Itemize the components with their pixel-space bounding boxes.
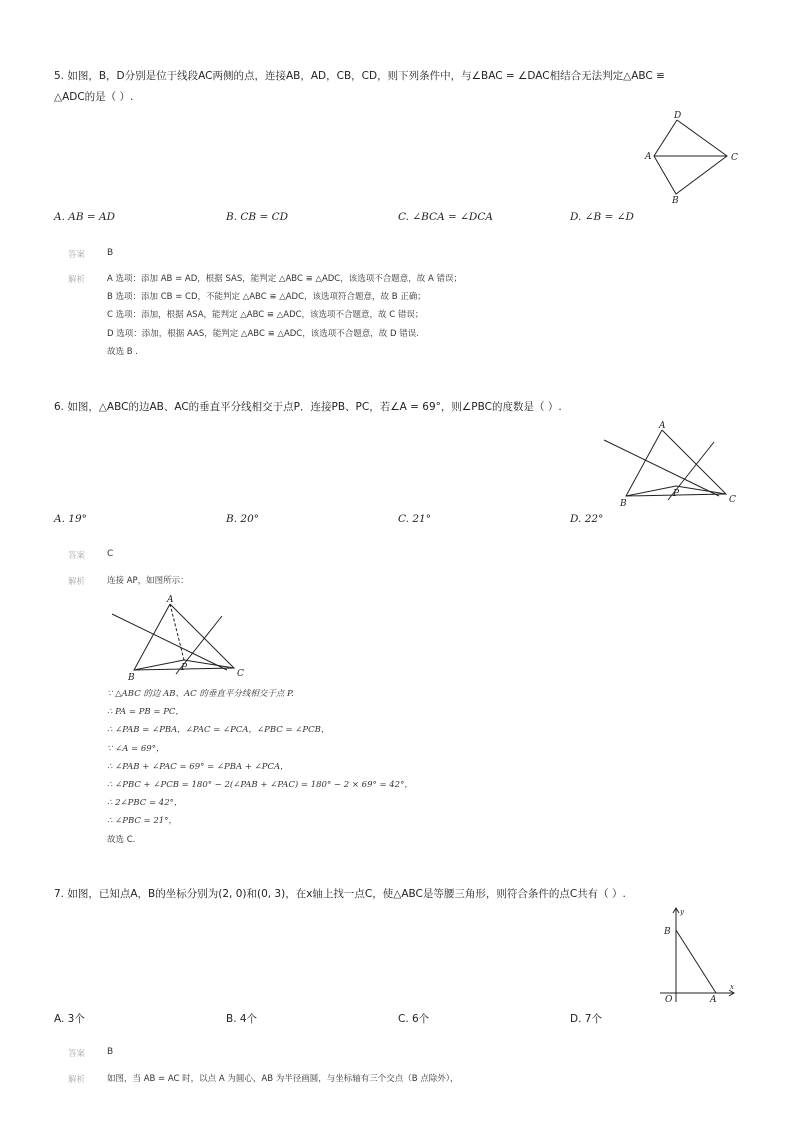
answer-label: 答案 <box>68 551 86 561</box>
option-b[interactable]: B. 20° <box>226 513 260 525</box>
question-5-figure <box>640 108 750 208</box>
label-c: C <box>729 495 736 505</box>
option-a[interactable]: A. 19° <box>54 513 87 525</box>
analysis-line: ∵ ∠A = 69°， <box>107 743 165 754</box>
option-a[interactable]: A. AB = AD <box>54 211 116 223</box>
option-c[interactable]: C. 21° <box>398 513 431 525</box>
question-5-options <box>54 211 744 227</box>
option-c[interactable]: C. ∠BCA = ∠DCA <box>398 211 493 223</box>
label-a: A <box>167 595 174 605</box>
question-6-options <box>54 513 744 529</box>
label-y: y <box>680 908 684 916</box>
analysis-line: ∴ PA = PB = PC， <box>107 707 184 718</box>
label-b: B <box>664 927 671 937</box>
analysis-line: ∴ ∠PAB = ∠PBA，∠PAC = ∠PCA，∠PBC = ∠PCB， <box>107 725 330 736</box>
perp-bisector-ab <box>604 440 719 496</box>
analysis-line: ∴ ∠PBC + ∠PCB = 180° − 2(∠PAB + ∠PAC) = 180° − 2 × 69° = 42°， <box>107 780 413 791</box>
label-p: P <box>181 663 188 673</box>
analysis-line: C 选项：添加，根据 ASA，能判定 △ABC ≌ △ADC，该选项不合题意，故 C 错误； <box>107 310 424 321</box>
analysis-line: 如图，当 AB = AC 时，以点 A 为圆心，AB 为半径画圆，与坐标轴有三个交点（B 点除外）， <box>107 1074 459 1084</box>
segment-ap-dashed <box>170 604 184 660</box>
quad-outline <box>654 120 727 194</box>
answer-value: B <box>107 248 114 258</box>
label-a: A <box>645 152 652 162</box>
question-5-stem-line1: 5. 如图，B，D分别是位于线段AC两侧的点，连接AB，AD，CB，CD，则下列条件中，与∠BAC = ∠DAC相结合无法判定△ABC ≌ <box>54 70 665 82</box>
label-b: B <box>672 196 679 206</box>
analysis-label: 解析 <box>68 275 86 285</box>
label-c: C <box>237 669 244 679</box>
option-d[interactable]: D. 7个 <box>570 1013 602 1025</box>
analysis-line: A 选项：添加 AB = AD，根据 SAS，能判定 △ABC ≌ △ADC，该选项不合题意，故 A 错误； <box>107 274 462 284</box>
question-6-stem: 6. 如图，△ABC的边AB、AC的垂直平分线相交于点P．连接PB、PC，若∠A = 69°，则∠PBC的度数是（ ）. <box>54 401 562 413</box>
analysis-line: B 选项：添加 CB = CD，不能判定 △ABC ≌ △ADC，该选项符合题意，故 B 正确； <box>107 292 426 303</box>
label-b: B <box>620 499 627 509</box>
label-o: O <box>665 995 673 1004</box>
question-7-stem: 7. 如图，已知点A，B的坐标分别为(2, 0)和(0, 3)，在x轴上找一点C，使△ABC是等腰三角形，则符合条件的点C共有（ ）. <box>54 888 626 900</box>
answer-label: 答案 <box>68 1049 86 1059</box>
option-b[interactable]: B. 4个 <box>226 1013 258 1025</box>
analysis-label: 解析 <box>68 1075 86 1085</box>
label-x: x <box>730 983 734 991</box>
question-5-analysis <box>107 270 462 361</box>
perp-bisector-ab <box>112 614 227 670</box>
label-a: A <box>710 995 717 1004</box>
question-5-stem-line2: △ADC的是（ ）. <box>54 91 134 103</box>
analysis-line: ∴ 2∠PBC = 42°， <box>107 798 183 809</box>
question-6-analysis <box>107 685 413 849</box>
question-6-figure <box>598 418 748 510</box>
segment-pb <box>134 660 184 670</box>
analysis-line: 故选 B . <box>107 346 138 357</box>
label-c: C <box>731 153 738 163</box>
question-7-analysis <box>107 1070 459 1088</box>
analysis-label: 解析 <box>68 577 86 587</box>
segment-pb <box>626 486 676 496</box>
option-d[interactable]: D. 22° <box>570 513 604 525</box>
analysis-line: ∵ △ABC 的边 AB、AC 的垂直平分线相交于点 P. <box>107 689 294 699</box>
analysis-line: ∴ ∠PAB + ∠PAC = 69° = ∠PBA + ∠PCA， <box>107 761 289 772</box>
question-7-figure <box>656 902 740 1004</box>
answer-value: B <box>107 1047 114 1057</box>
analysis-line: D 选项：添加，根据 AAS，能判定 △ABC ≌ △ADC，该选项不合题意，故 D 错误. <box>107 328 419 339</box>
analysis-line: ∴ ∠PBC = 21°， <box>107 816 177 827</box>
segment-ab <box>676 930 716 993</box>
analysis-line: 故选 C. <box>107 834 136 845</box>
option-c[interactable]: C. 6个 <box>398 1013 430 1025</box>
answer-value: C <box>107 549 114 559</box>
option-d[interactable]: D. ∠B = ∠D <box>570 211 634 223</box>
option-a[interactable]: A. 3个 <box>54 1013 85 1025</box>
label-a: A <box>659 421 666 431</box>
label-b: B <box>128 673 135 683</box>
question-5-stem <box>54 66 744 108</box>
analysis-intro: 连接 AP，如图所示： <box>107 576 189 586</box>
label-d: D <box>674 111 682 121</box>
label-p: P <box>673 489 680 499</box>
option-b[interactable]: B. CB = CD <box>226 211 289 223</box>
question-7-options <box>54 1011 744 1027</box>
answer-label: 答案 <box>68 250 86 260</box>
question-6-analysis-figure <box>106 592 256 684</box>
